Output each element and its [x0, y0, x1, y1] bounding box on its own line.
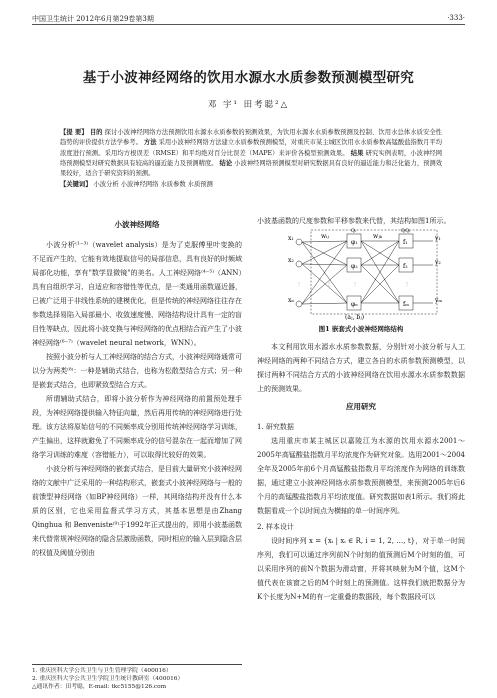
input-x1-label: x₁: [288, 235, 294, 242]
objective-text: 探讨小波神经网络方法预测饮用水源水水质参数的预测效果，为饮用水源水水质参数预测及控制、饮用水总体水质安全性趋势的评价提供方法学参考。: [60, 129, 442, 147]
output-y2-label: y₂: [435, 259, 441, 266]
page-number: ·333·: [447, 14, 465, 22]
keywords-label: 【关键词】: [60, 181, 92, 189]
method-text: 采用小波神经网络方法建立水质参数预测模型，对重庆市某主城区饮用水水质参数高锰酸盐指数月平均浓度进行预测。采用均方根误差（RMSE）和平均绝对百分比误差（MAPE）来评价各模型预测效果。: [60, 139, 443, 157]
output-node-2-label: f₂: [403, 263, 408, 270]
paragraph: 选用重庆市某主城区以嘉陵江为水源的饮用水源水2001～2005年高锰酸盐指数月平均浓度作为研究对象。选用2001～2004全年及2005年前6个月高锰酸盐指数月平均浓度作为网络的训练数据，通过建立小波神经网络水质参数预测模型，来预测2005年后6个月的高锰酸盐指数月平均浓度值。研究数据如表1所示。我们将此数据看成一个以时间点为横轴的单一时间序列。: [257, 437, 465, 515]
abstract: [60, 128, 442, 191]
hidden-node-1-label: φ₁: [351, 239, 358, 246]
left-column: [32, 214, 242, 560]
figure-caption: 图1 嵌套式小波神经网络结构: [318, 325, 404, 333]
footnote: △通讯作者：田考聪，E-mail: tkc5155@126.com: [32, 684, 167, 690]
paragraph: 小波基函数的尺度参数和平移参数来代替，其结构如图1所示。: [257, 217, 451, 225]
paragraph: 设时间序列 x = {xᵢ | xᵢ ∈ R, i = 1, 2, …, t}，对于单一时间序列，我们可以通过序列前N个时刻的值预测后M个时刻的值，可以采用序列的前N个数据为滑动窗，并将其映射为M个值，这M个值代表在该窗之后的M个时刻上的预测值。这样我们就把数据分为K个长度为N+M的有一定重叠的数据段，每个数据段可以: [257, 537, 465, 601]
weight-wij-label: wᵢⱼ: [321, 233, 329, 240]
output-y1-label: y₁: [435, 235, 441, 242]
input-xn-label: xₙ: [288, 297, 294, 304]
footnote: 1. 重庆医科大学公共卫生与卫生管理学院（400016）: [32, 668, 172, 674]
objective-label: 目的: [89, 129, 103, 136]
keywords-text: 小波分析 小波神经网络 水质参数 水质预测: [93, 181, 213, 189]
conclusion-label: 结论: [219, 159, 233, 167]
paragraph: 小波分析⁽¹⁻³⁾（wavelet analysis）是为了克服傅里叶变换的不足而产生的，它能有效地提取信号的局部信息，具有良好的时频域局部化功能，享有"数学显微镜"的美名。人工神经网络⁽⁴⁻⁵⁾（ANN）具有自组织学习、自适应和容错性等优点，是一类通用函数逼近器，已被广泛用于非线性系统的建模优化，但是传统的神经网络往往存在参数选择易陷入局部最小、收敛速度慢、网络结构设计具有一定的盲目性等缺点，因此将小波变换与神经网络的优点相结合而产生了小波神经网络⁽⁶⁻⁷⁾（wavelet neural network，WNN）。: [32, 241, 242, 347]
network-figure: [287, 228, 447, 320]
weight-wjk-label: wⱼₖ: [373, 233, 382, 240]
running-header: [32, 14, 465, 24]
footnote: 2. 重庆医科大学公共卫生学院卫生统计教研室（400016）: [32, 676, 184, 682]
paragraph: 所谓辅助式结合，即将小波分析作为神经网络的前置预处理手段，为神经网络提供输入特征向量，然后再用传统的神经网络进行处理。该方法将原始信号的不同频率成分别用传统神经网络学习训练，产生偏出，这样就避免了不同频率成分的信号混杂在一起而增加了网络学习训练的难度（容错能力），可以取得比较好的效果。: [32, 395, 242, 459]
conclusion-text: 小波神经网络预测模型对研究数据具有良好的逼近能力和泛化能力，预测效果较好，适合于研究资料的预测。: [60, 159, 443, 178]
output-node-1-label: f₁: [403, 239, 408, 246]
svg-text:⋮: ⋮: [297, 281, 301, 286]
hidden-node-2-label: φ₂: [351, 263, 358, 270]
paragraph: 本文利用饮用水源水水质参数数据，分别针对小波分析与人工神经网络的两种不同结合方式，建立各自的水质参数预测模型，以探讨两种不同结合方式的小波神经网络在饮用水源水水质参数数据上的预测效果。: [257, 343, 465, 393]
method-label: 方法: [143, 139, 157, 147]
abstract-tag: 【提 要】: [60, 129, 88, 136]
hidden-node-n-label: φₙ: [351, 301, 358, 308]
input-x2-label: x₂: [288, 257, 294, 264]
authors: 邓 宇¹ 田考聪²△: [207, 100, 290, 110]
qqi-label: QQᵢ: [401, 228, 411, 234]
subsection-heading: 2. 样本设计: [257, 523, 294, 531]
scale-shift-label: (aⱼ, bⱼ): [345, 314, 365, 320]
output-ym-label: yₘ: [435, 297, 443, 304]
paper-title: 基于小波神经网络的饮用水源水水质参数预测模型研究: [82, 70, 415, 86]
section-heading: 小波神经网络: [114, 220, 160, 229]
svg-text:⋮: ⋮: [405, 281, 409, 286]
journal-name: 中国卫生统计 2012年6月第29卷第3期: [32, 15, 154, 23]
header-rule: [32, 24, 465, 25]
svg-text:⋮: ⋮: [353, 281, 357, 286]
section-heading: 应用研究: [346, 402, 376, 411]
result-label: 结果: [350, 149, 364, 157]
svg-text:⋮: ⋮: [327, 281, 331, 286]
subsection-heading: 1. 研究数据: [257, 423, 294, 431]
keywords: [60, 180, 442, 190]
wnn-structure-diagram: [287, 228, 447, 320]
result-text: 研究实例表明，小波神经网络预测模型对研究数据具有较高的逼近能力及预测精度。: [60, 149, 443, 167]
right-column: [257, 214, 465, 604]
footnotes: [32, 664, 242, 691]
output-node-m-label: fₘ: [403, 301, 409, 308]
paragraph: 小波分析与神经网络的嵌套式结合，是目前大量研究小波神经网络的文献中广泛采用的一种结构形式，嵌套式小波神经网络与一般的前馈型神经网络（如BP神经网络）一样，其网络结构并没有什么本质的区别，它也采用监督式学习方式，其基本思想是由Zhang Qinghua 和 Benveniste⁽⁹⁾于1992年正式提出的，即用小波基函数来代替常规神经网络的隐含层激励函数，同时相应的输入层到隐含层的权值及阈值分别由: [32, 465, 242, 557]
qi-label: Qᵢ: [351, 228, 357, 234]
paragraph: 按照小波分析与人工神经网络的结合方式，小波神经网络通常可以分为两类⁽⁸⁾：一种是辅助式结合，也称为松散型结合方式；另一种是嵌套式结合，也即紧致型结合方式。: [32, 353, 242, 389]
